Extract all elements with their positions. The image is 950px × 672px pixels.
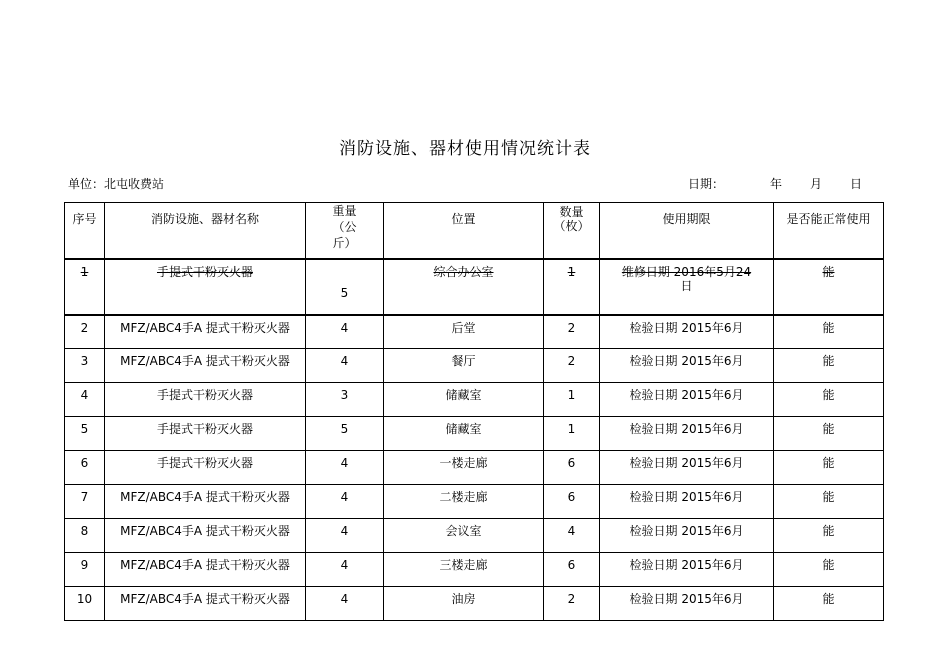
cell-seq: 10 (65, 587, 105, 621)
cell-qty: 4 (544, 519, 600, 553)
cell-period (600, 259, 774, 315)
cell-location: 油房 (384, 587, 544, 621)
cell-qty: 1 (544, 383, 600, 417)
row1-period-line2: 日 (680, 278, 693, 293)
header-weight (306, 203, 384, 259)
header-weight-line2: （公 (332, 220, 357, 234)
cell-usable: 能 (774, 485, 884, 519)
date-year: 年 (770, 177, 783, 191)
header-qty-line1: 数量 (559, 205, 584, 219)
row1-seq: 1 (80, 264, 89, 279)
cell-qty: 6 (544, 451, 600, 485)
cell-seq: 7 (65, 485, 105, 519)
cell-usable: 能 (774, 349, 884, 383)
cell-period: 检验日期 2015年6月 (600, 417, 774, 451)
header-seq: 序号 (65, 203, 105, 259)
cell-name: 手提式干粉灭火器 (105, 383, 306, 417)
cell-seq: 4 (65, 383, 105, 417)
table-row (65, 349, 884, 383)
cell-weight: 4 (306, 485, 384, 519)
table-header-row (65, 203, 884, 259)
cell-location: 一楼走廊 (384, 451, 544, 485)
cell-period: 检验日期 2015年6月 (600, 519, 774, 553)
cell-name: MFZ/ABC4手A 提式干粉灭火器 (105, 315, 306, 349)
unit-label: 单位：北屯收费站 (68, 177, 165, 191)
header-qty-line2: （枚） (553, 219, 590, 233)
header-name: 消防设施、器材名称 (105, 203, 306, 259)
cell-name: MFZ/ABC4手A 提式干粉灭火器 (105, 485, 306, 519)
row1-period-line1: 维修日期 2016年5月24 (621, 264, 752, 279)
header-qty (544, 203, 600, 259)
cell-weight: 5 (306, 417, 384, 451)
cell-qty: 2 (544, 349, 600, 383)
cell-seq: 9 (65, 553, 105, 587)
cell-weight: 4 (306, 519, 384, 553)
table-row (65, 383, 884, 417)
cell-qty: 1 (544, 417, 600, 451)
cell-period: 检验日期 2015年6月 (600, 451, 774, 485)
row1-name: 手提式干粉灭火器 (156, 264, 253, 279)
cell-weight: 4 (306, 315, 384, 349)
header-weight-line3: 斤） (332, 236, 357, 250)
table-row (65, 315, 884, 349)
cell-weight: 4 (306, 553, 384, 587)
cell-period: 检验日期 2015年6月 (600, 553, 774, 587)
cell-seq: 3 (65, 349, 105, 383)
cell-period: 检验日期 2015年6月 (600, 485, 774, 519)
cell-name: 手提式干粉灭火器 (105, 417, 306, 451)
cell-name: MFZ/ABC4手A 提式干粉灭火器 (105, 349, 306, 383)
cell-weight (306, 259, 384, 315)
table-row (65, 485, 884, 519)
date-line (688, 175, 862, 192)
cell-seq: 8 (65, 519, 105, 553)
cell-location: 会议室 (384, 519, 544, 553)
cell-qty: 2 (544, 587, 600, 621)
cell-usable: 能 (774, 417, 884, 451)
date-label: 日期： (688, 177, 725, 191)
cell-usable (774, 259, 884, 315)
header-usable: 是否能正常使用 (774, 203, 884, 259)
cell-period: 检验日期 2015年6月 (600, 587, 774, 621)
statistics-table (64, 202, 884, 621)
cell-period: 检验日期 2015年6月 (600, 349, 774, 383)
cell-weight: 4 (306, 349, 384, 383)
cell-seq: 5 (65, 417, 105, 451)
row1-qty: 1 (567, 264, 576, 279)
cell-weight: 4 (306, 587, 384, 621)
cell-seq: 6 (65, 451, 105, 485)
table-row (65, 553, 884, 587)
cell-period: 检验日期 2015年6月 (600, 383, 774, 417)
cell-name: MFZ/ABC4手A 提式干粉灭火器 (105, 587, 306, 621)
table-row (65, 587, 884, 621)
cell-name (105, 259, 306, 315)
cell-qty: 2 (544, 315, 600, 349)
cell-seq: 2 (65, 315, 105, 349)
cell-name: 手提式干粉灭火器 (105, 451, 306, 485)
cell-location (384, 259, 544, 315)
cell-name: MFZ/ABC4手A 提式干粉灭火器 (105, 519, 306, 553)
cell-seq (65, 259, 105, 315)
cell-period: 检验日期 2015年6月 (600, 315, 774, 349)
cell-location: 三楼走廊 (384, 553, 544, 587)
row1-weight: 5 (340, 285, 349, 300)
table-row (65, 259, 884, 315)
table-row (65, 451, 884, 485)
cell-usable: 能 (774, 315, 884, 349)
cell-usable: 能 (774, 553, 884, 587)
cell-location: 后堂 (384, 315, 544, 349)
cell-usable: 能 (774, 519, 884, 553)
cell-qty: 6 (544, 485, 600, 519)
cell-location: 储藏室 (384, 383, 544, 417)
header-weight-line1: 重量 (332, 204, 357, 218)
cell-name: MFZ/ABC4手A 提式干粉灭火器 (105, 553, 306, 587)
cell-usable: 能 (774, 383, 884, 417)
cell-location: 储藏室 (384, 417, 544, 451)
row1-location: 综合办公室 (433, 264, 494, 279)
header-location: 位置 (384, 203, 544, 259)
date-day: 日 (850, 177, 863, 191)
cell-qty (544, 259, 600, 315)
date-month: 月 (810, 177, 823, 191)
cell-weight: 4 (306, 451, 384, 485)
cell-location: 二楼走廊 (384, 485, 544, 519)
cell-weight: 3 (306, 383, 384, 417)
header-period: 使用期限 (600, 203, 774, 259)
cell-usable: 能 (774, 451, 884, 485)
cell-location: 餐厅 (384, 349, 544, 383)
row1-usable: 能 (822, 264, 835, 279)
cell-qty: 6 (544, 553, 600, 587)
document-title: 消防设施、器材使用情况统计表 (339, 139, 591, 159)
table-row (65, 417, 884, 451)
table-row (65, 519, 884, 553)
cell-usable: 能 (774, 587, 884, 621)
